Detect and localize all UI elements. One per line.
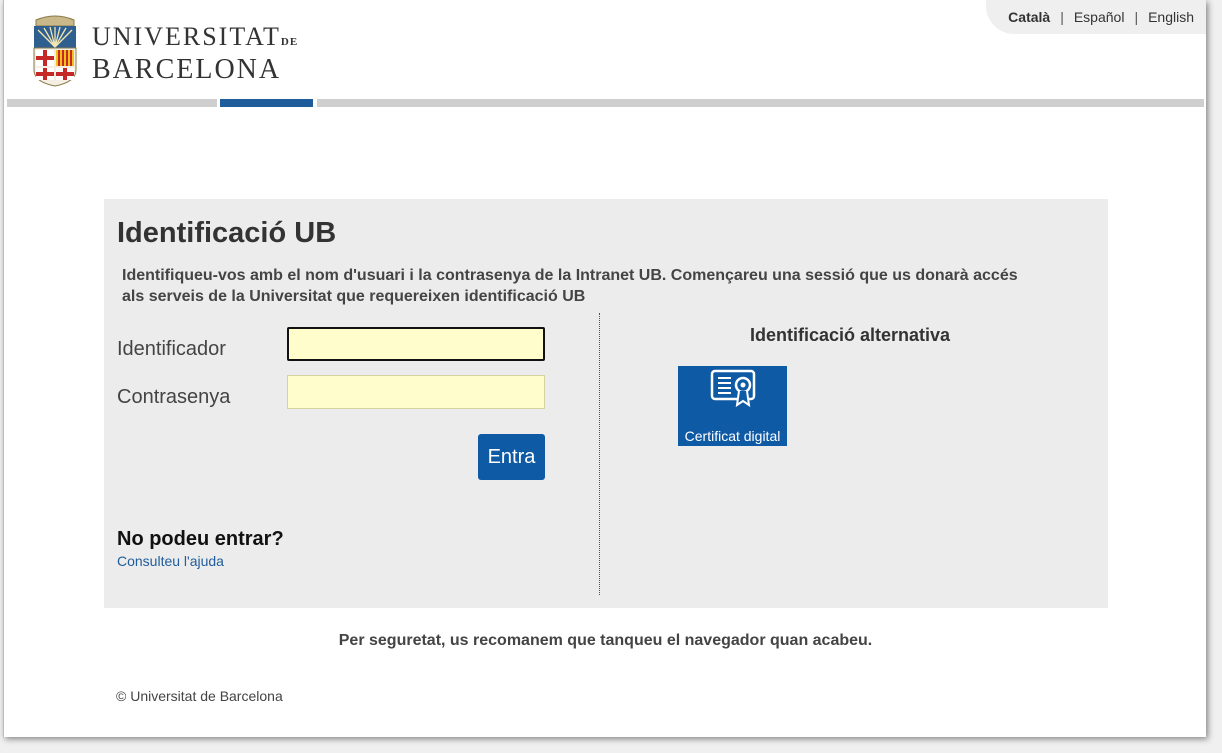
help-title: No podeu entrar? — [117, 528, 284, 550]
university-name-de: DE — [280, 36, 299, 48]
language-english-link[interactable]: English — [1148, 9, 1194, 25]
security-note: Per seguretat, us recomanem que tanqueu el navegador quan acabeu. — [338, 632, 873, 649]
language-catala-link[interactable]: Català — [1008, 9, 1051, 25]
username-label: Identificador — [117, 338, 226, 360]
certificate-login-button[interactable] — [678, 366, 787, 446]
copyright: © Universitat de Barcelona — [116, 688, 283, 704]
password-input[interactable] — [287, 375, 545, 409]
page-title: Identificació UB — [117, 217, 337, 249]
login-panel — [104, 199, 1108, 608]
section-divider — [599, 313, 600, 595]
help-link[interactable]: Consulteu l'ajuda — [117, 553, 224, 569]
certificate-login-label: Certificat digital — [684, 428, 781, 444]
university-name-main: UNIVERSITAT — [92, 22, 281, 51]
login-intro-text: Identifiqueu-vos amb el nom d'usuari i la contrasenya de la Intranet UB. Començareu una sessió que us donarà accés als serveis de la Universitat que requereixen identificació UB — [122, 267, 1018, 305]
language-espanol-link[interactable]: Español — [1073, 9, 1125, 25]
certificate-icon — [709, 368, 757, 410]
language-selector — [986, 0, 1206, 34]
university-crest-icon — [30, 12, 80, 87]
university-name-line2: BARCELONA — [92, 54, 282, 85]
login-button[interactable]: Entra — [478, 434, 545, 480]
language-separator: | — [1134, 9, 1139, 25]
username-input[interactable] — [287, 327, 545, 361]
header-stripe-accent — [220, 99, 313, 107]
university-name-line1 — [92, 24, 298, 55]
header-stripe — [317, 99, 1204, 107]
alternative-login-title: Identificació alternativa — [750, 325, 951, 345]
password-label: Contrasenya — [117, 386, 231, 408]
page — [3, 0, 1206, 737]
header-stripe — [7, 99, 217, 107]
university-name — [92, 24, 298, 85]
language-separator: | — [1060, 9, 1064, 25]
university-logo[interactable] — [30, 12, 298, 87]
